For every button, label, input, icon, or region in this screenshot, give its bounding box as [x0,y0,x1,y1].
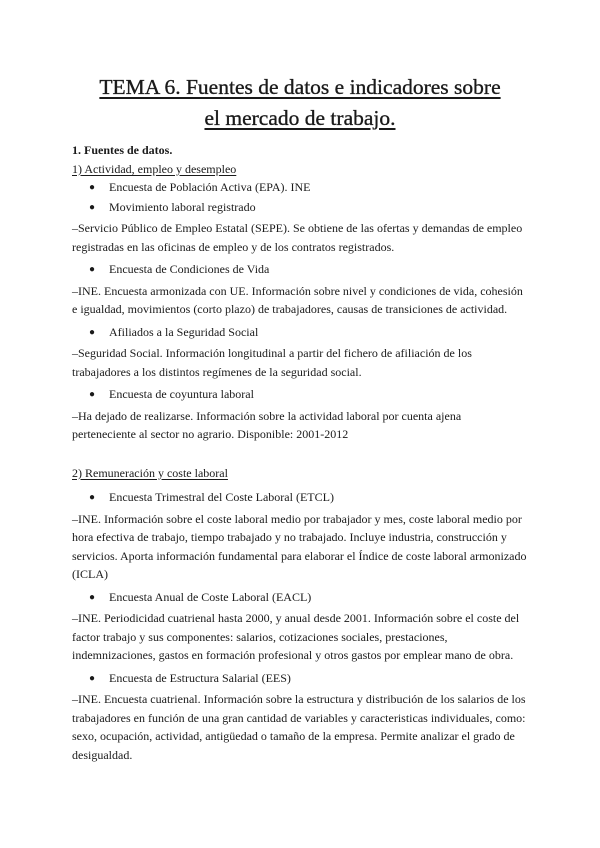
list-item-text: Encuesta Anual de Coste Laboral (EACL) [109,589,312,604]
page-title [72,0,528,134]
paragraph-coyuntura: –Ha dejado de realizarse. Información sobre la actividad laboral por cuenta ajena perteneciente al sector no agrario. Disponible: 2001-2012 [72,408,462,441]
subsection-heading-remuneracion: 2) Remuneración y coste laboral [72,465,228,480]
section-spacer [72,448,600,464]
bullet-icon: ● [89,201,96,213]
list-item-movimiento [72,198,600,218]
bullet-icon: ● [89,264,96,275]
list-item-etcl [72,488,600,508]
bullet-icon: ● [89,672,96,684]
paragraph-sepe: –Servicio Público de Empleo Estatal (SEPE). Se obtiene de las ofertas y demandas de empleo registradas en las oficinas de empleo y de los contratos registrados. [72,221,523,254]
list-item-text: Encuesta de Estructura Salarial (EES) [109,670,291,685]
list-item-text: Encuesta de coyuntura laboral [109,387,254,401]
list-item-epa [72,178,600,198]
bullet-icon: ● [89,326,96,338]
title-line-1: TEMA 6. Fuentes de datos e indicadores sobre [99,75,501,99]
title-line-2: el mercado de trabajo. [204,106,396,130]
list-item-afiliados [72,323,600,343]
paragraph-etcl: –INE. Información sobre el coste laboral medio por trabajador y mes, coste laboral medio por hora efectiva de trabajo, tiempo trabajado y no trabajado. Incluye industria, construcción y servicios. Aporta información fundamental para elaborar el Índice de coste laboral armonizado (ICLA) [72,511,527,581]
bullet-icon: ● [89,492,96,503]
list-item-ees [72,669,600,689]
bullet-icon: ● [89,591,96,603]
list-item-eacl [72,588,600,608]
list-item-text: Encuesta de Condiciones de Vida [109,262,270,276]
paragraph-eacl: –INE. Periodicidad cuatrienal hasta 2000, y anual desde 2001. Información sobre el coste del factor trabajo y sus componentes: salarios, cotizaciones sociales, prestaciones, indemnizaciones, gastos en formación profesional y otros gastos por emplear mano de obra. [72,611,520,662]
bullet-icon: ● [89,389,96,400]
list-item-text: Afiliados a la Seguridad Social [109,324,259,339]
list-item-text: Encuesta Trimestral del Coste Laboral (ETCL) [109,490,334,504]
list-item-condiciones-vida [72,260,600,280]
list-item-coyuntura [72,385,600,405]
paragraph-ecv: –INE. Encuesta armonizada con UE. Información sobre nivel y condiciones de vida, cohesión e igualdad, movimientos (corto plazo) de trabajadores, causas de transiciones de actividad. [72,283,523,316]
bullet-icon: ● [89,182,96,193]
list-item-text: Encuesta de Población Activa (EPA). INE [109,180,311,194]
paragraph-ees: –INE. Encuesta cuatrienal. Información sobre la estructura y distribución de los salarios de los trabajadores en función de una gran cantidad de variables y caracteristicas individuales, como: sexo, ocupación, actividad, antigüedad o tamaño de la empresa. Permite analizar el grado de desigualdad. [72,692,526,762]
paragraph-afiliados: –Seguridad Social. Información longitudinal a partir del fichero de afiliación de los trabajadores a los distintos regímenes de la seguridad social. [72,346,472,379]
subsection-heading-actividad: 1) Actividad, empleo y desempleo [72,161,237,176]
list-item-text: Movimiento laboral registrado [109,199,256,214]
section-heading-fuentes: 1. Fuentes de datos. [72,143,173,157]
